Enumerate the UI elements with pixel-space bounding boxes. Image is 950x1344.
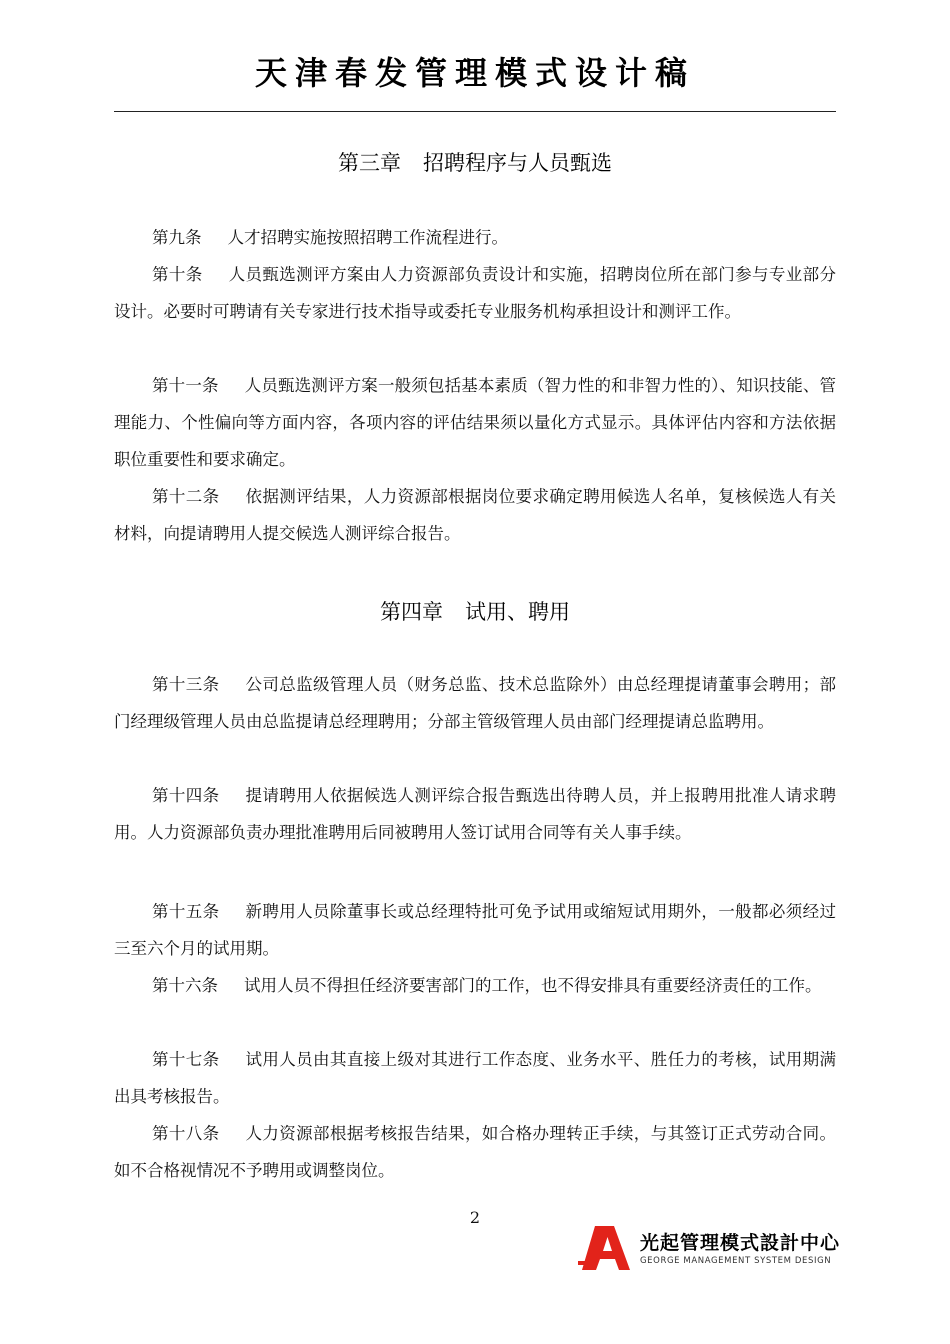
article-text: 人力资源部根据考核报告结果，如合格办理转正手续，与其签订正式劳动合同。如不合格视情况不予聘用或调整岗位。	[114, 1124, 837, 1180]
article-paragraph	[114, 777, 836, 851]
article-paragraph	[114, 967, 836, 1004]
chapter-title: 招聘程序与人员甄选	[423, 151, 612, 175]
article-text: 试用人员由其直接上级对其进行工作态度、业务水平、胜任力的考核，试用期满出具考核报告。	[114, 1050, 837, 1106]
article-text: 人才招聘实施按照招聘工作流程进行。	[227, 228, 508, 247]
article-text: 人员甄选测评方案一般须包括基本素质（智力性的和非智力性的）、知识技能、管理能力、个性偏向等方面内容，各项内容的评估结果须以量化方式显示。具体评估内容和方法依据职位重要性和要求确定。	[114, 376, 837, 469]
page-number: 2	[469, 1208, 481, 1227]
article-paragraph	[114, 367, 836, 478]
chapter-number: 第三章	[338, 151, 401, 175]
logo-company-name: 光起管理模式設計中心	[640, 1232, 841, 1254]
header-divider	[114, 111, 836, 112]
article-text: 人员甄选测评方案由人力资源部负责设计和实施，招聘岗位所在部门参与专业部分设计。必要时可聘请有关专家进行技术指导或委托专业服务机构承担设计和测评工作。	[114, 265, 837, 321]
article-paragraph	[114, 478, 836, 552]
article-number: 第十二条	[152, 487, 220, 506]
document-header-title: 天津春发管理模式设计稿	[254, 54, 695, 92]
article-paragraph	[114, 256, 836, 330]
article-number: 第十条	[152, 265, 203, 284]
chapter-number: 第四章	[380, 600, 443, 624]
article-paragraph	[114, 1041, 836, 1115]
article-number: 第十八条	[152, 1124, 220, 1143]
article-text: 依据测评结果，人力资源部根据岗位要求确定聘用候选人名单，复核候选人有关材料，向提请聘用人提交候选人测评综合报告。	[114, 487, 837, 543]
chapter-title: 试用、聘用	[465, 600, 570, 624]
chapter-heading	[114, 596, 836, 626]
article-paragraph	[114, 219, 836, 256]
article-paragraph	[114, 893, 836, 967]
chapter-heading	[114, 147, 836, 177]
logo-a-icon	[578, 1226, 630, 1270]
article-number: 第十五条	[152, 902, 220, 921]
article-number: 第十三条	[152, 675, 220, 694]
article-number: 第十七条	[152, 1050, 220, 1069]
article-number: 第十六条	[152, 976, 218, 995]
article-number: 第十一条	[152, 376, 219, 395]
article-text: 试用人员不得担任经济要害部门的工作，也不得安排具有重要经济责任的工作。	[244, 976, 822, 995]
article-text: 提请聘用人依据候选人测评综合报告甄选出待聘人员，并上报聘用批准人请求聘用。人力资源部负责办理批准聘用后同被聘用人签订试用合同等有关人事手续。	[114, 786, 837, 842]
article-text: 新聘用人员除董事长或总经理特批可免予试用或缩短试用期外，一般都必须经过三至六个月的试用期。	[114, 902, 837, 958]
company-logo	[578, 1226, 840, 1272]
article-number: 第九条	[152, 228, 202, 247]
article-paragraph	[114, 666, 836, 740]
logo-tagline: GEORGE MANAGEMENT SYSTEM DESIGN	[640, 1256, 832, 1266]
article-paragraph	[114, 1115, 836, 1189]
article-text: 公司总监级管理人员（财务总监、技术总监除外）由总经理提请董事会聘用；部门经理级管理人员由总监提请总经理聘用；分部主管级管理人员由部门经理提请总监聘用。	[114, 675, 837, 731]
article-number: 第十四条	[152, 786, 220, 805]
